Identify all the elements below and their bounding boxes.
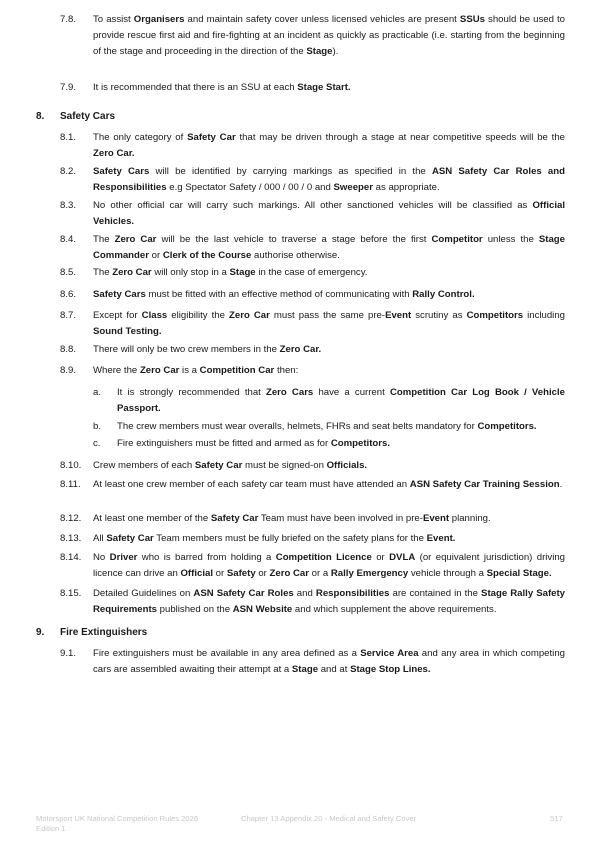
- sub-clause-a: It is strongly recommended that Zero Cars have a current Competition Car Log Book / Vehicle Passport.: [117, 387, 565, 414]
- clause-7-8: To assist Organisers and maintain safety cover unless licensed vehicles are present SSUs should be used to provide rescue first aid and fire-fighting at an incident as quickly as practicable (i.e. starting from the beginning of the stage and proceeding in the direction of the Stage).: [93, 14, 565, 57]
- sub-clause-letter: c.: [93, 438, 101, 449]
- section-heading-fire-extinguishers: Fire Extinguishers: [60, 627, 148, 638]
- section-number: 8.: [36, 111, 45, 122]
- clause-8-2: Safety Cars will be identified by carrying markings as specified in the ASN Safety Car Roles and Responsibilities e.g Spectator Safety / 000 / 00 / 0 and Sweeper as appropriate.: [93, 166, 565, 193]
- clause-number: 8.10.: [60, 460, 82, 471]
- footer-publication: [36, 814, 198, 834]
- clause-number: 8.2.: [60, 166, 77, 177]
- clause-number: 8.13.: [60, 533, 82, 544]
- clause-number: 8.15.: [60, 588, 82, 599]
- clause-8-7: Except for Class eligibility the Zero Car must pass the same pre-Event scrutiny as Competitors including Sound Testing.: [93, 310, 565, 337]
- sub-clause-letter: b.: [93, 421, 102, 432]
- clause-number: 8.12.: [60, 513, 82, 524]
- clause-8-12: At least one member of the Safety Car Team must have been involved in pre-Event planning.: [93, 513, 491, 524]
- clause-8-11: At least one crew member of each safety car team must have attended an ASN Safety Car Training Session.: [93, 479, 563, 490]
- clause-number: 8.8.: [60, 344, 77, 355]
- clause-number: 8.14.: [60, 552, 82, 563]
- clause-number: 8.5.: [60, 267, 77, 278]
- clause-number: 8.6.: [60, 289, 77, 300]
- clause-8-15: Detailed Guidelines on ASN Safety Car Roles and Responsibilities are contained in the Stage Rally Safety Requirements published on the ASN Website and which supplement the above requirements.: [93, 588, 566, 615]
- sub-clause-b: The crew members must wear overalls, helmets, FHRs and seat belts mandatory for Competitors.: [117, 421, 537, 432]
- clause-7-9: It is recommended that there is an SSU at each Stage Start.: [93, 82, 351, 93]
- page-number: 517: [550, 814, 563, 823]
- clause-number: 8.11.: [60, 479, 81, 490]
- clause-8-13: All Safety Car Team members must be fully briefed on the safety plans for the Event.: [93, 533, 456, 544]
- sub-clause-c: Fire extinguishers must be fitted and armed as for Competitors.: [117, 438, 390, 449]
- clause-8-1: The only category of Safety Car that may be driven through a stage at near competitive speeds will be the Zero Car.: [93, 132, 566, 159]
- clause-number: 9.1.: [60, 648, 77, 659]
- clause-8-6: Safety Cars must be fitted with an effective method of communicating with Rally Control.: [93, 289, 475, 300]
- clause-number: 8.9.: [60, 365, 77, 376]
- clause-8-14: No Driver who is barred from holding a Competition Licence or DVLA (or equivalent jurisdiction) driving licence can drive an Official or Safety or Zero Car or a Rally Emergency vehicle through a Special Stage.: [93, 552, 565, 579]
- section-number: 9.: [36, 627, 45, 638]
- clause-8-4: The Zero Car will be the last vehicle to traverse a stage before the first Competitor unless the Stage Commander or Clerk of the Course authorise otherwise.: [93, 234, 565, 261]
- clause-8-3: No other official car will carry such markings. All other sanctioned vehicles will be classified as Official Vehicles.: [93, 200, 565, 227]
- footer-edition: Edition 1: [36, 824, 66, 833]
- clause-8-5: The Zero Car will only stop in a Stage in the case of emergency.: [93, 267, 368, 278]
- section-heading-safety-cars: Safety Cars: [60, 111, 116, 122]
- clause-number: 8.7.: [60, 310, 77, 321]
- clause-number: 8.1.: [60, 132, 77, 143]
- footer-title: Motorsport UK National Competition Rules 2026: [36, 814, 199, 823]
- clause-8-9: Where the Zero Car is a Competition Car then:: [93, 365, 299, 376]
- clause-number: 7.8.: [60, 14, 77, 25]
- clause-8-8: There will only be two crew members in the Zero Car.: [93, 344, 322, 355]
- clause-8-10: Crew members of each Safety Car must be signed-on Officials.: [93, 460, 368, 471]
- clause-9-1: Fire extinguishers must be available in any area defined as a Service Area and any area in which competing cars are assembled awaiting their attempt at a Stage and at Stage Stop Lines.: [93, 648, 565, 675]
- clause-number: 8.4.: [60, 234, 77, 245]
- clause-number: 7.9.: [60, 82, 77, 93]
- sub-clause-letter: a.: [93, 387, 102, 398]
- clause-number: 8.3.: [60, 200, 77, 211]
- footer-chapter: Chapter 13 Appendix 20 - Medical and Safety Cover: [241, 814, 417, 823]
